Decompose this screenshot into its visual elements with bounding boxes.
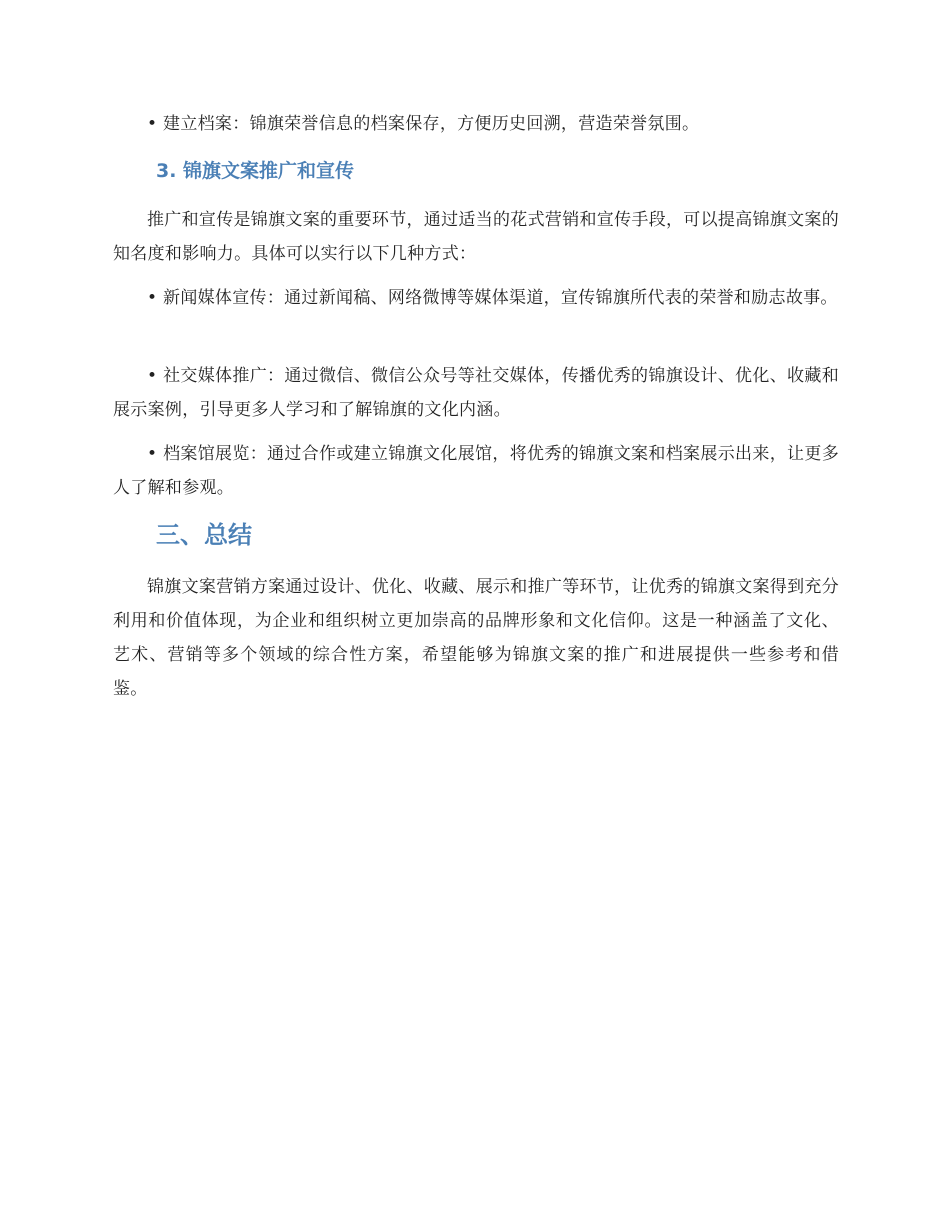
bullet-archive: • 建立档案：锦旗荣誉信息的档案保存，方便历史回溯，营造荣誉氛围。 — [147, 114, 700, 134]
bullet-archive-exhibition: • 档案馆展览：通过合作或建立锦旗文化展馆，将优秀的锦旗文案和档案展示出来，让更多人了解和参观。 — [113, 444, 839, 498]
bullet-social-media: • 社交媒体推广：通过微信、微信公众号等社交媒体，传播优秀的锦旗设计、优化、收藏和展示案例，引导更多人学习和了解锦旗的文化内涵。 — [113, 366, 839, 420]
summary-paragraph: 锦旗文案营销方案通过设计、优化、收藏、展示和推广等环节，让优秀的锦旗文案得到充分利用和价值体现，为企业和组织树立更加崇高的品牌形象和文化信仰。这是一种涵盖了文化、艺术、营销等多个领域的综合性方案，希望能够为锦旗文案的推广和进展提供一些参考和借鉴。 — [113, 577, 839, 699]
section-3-heading: 3. 锦旗文案推广和宣传 — [156, 160, 355, 182]
summary-heading: 三、总结 — [156, 521, 252, 549]
bullet-news-media: • 新闻媒体宣传：通过新闻稿、网络微博等媒体渠道，宣传锦旗所代表的荣誉和励志故事。 — [147, 288, 838, 308]
section-3-intro: 推广和宣传是锦旗文案的重要环节，通过适当的花式营销和宣传手段，可以提高锦旗文案的知名度和影响力。具体可以实行以下几种方式： — [113, 210, 839, 264]
